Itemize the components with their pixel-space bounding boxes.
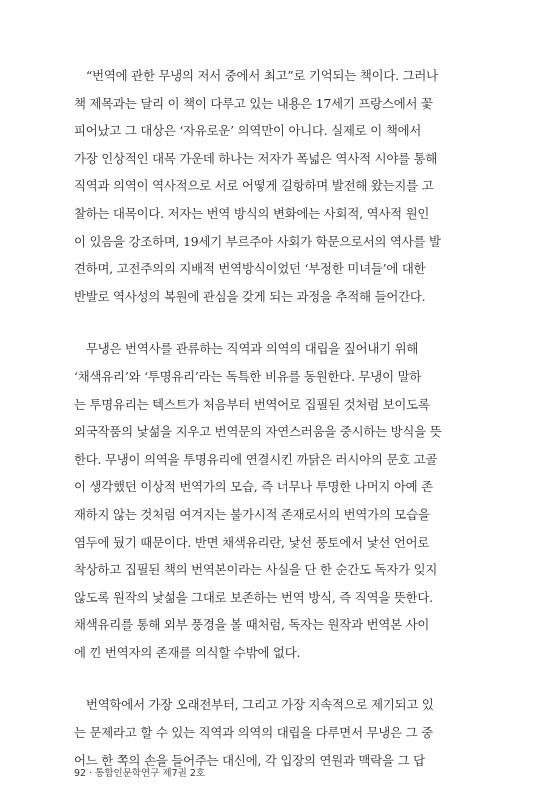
text-line: 외국작품의 낯섦을 지우고 번역문의 자연스러움을 중시하는 방식을 뜻 [74, 424, 442, 440]
page-footer: 92 · 통합인문학연구 제7권 2호 [74, 768, 206, 779]
text-line: 않도록 원작의 낯섦을 그대로 보존하는 번역 방식, 즉 직역을 뜻한다. [74, 589, 433, 605]
text-line: 착상하고 집필된 책의 번역본이라는 사실을 단 한 순간도 독자가 잊지 [74, 562, 438, 578]
paragraph-3 [74, 691, 466, 774]
text-line: 이 생각했던 이상적 번역가의 모습, 즉 너무나 투명한 나머지 아예 존 [74, 479, 433, 495]
text-line: 피어났고 그 대상은 ‘자유로운’ 의역만이 아니다. 실제로 이 책에서 [74, 123, 422, 139]
text-line: “번역에 관한 무냉의 저서 중에서 최고”로 기억되는 책이다. 그러나 [86, 68, 438, 83]
text-line: ‘채색유리’와 ‘투명유리’라는 독특한 비유를 동원한다. 무냉이 말하 [74, 368, 422, 384]
text-line: 이 있음을 강조하며, 19세기 부르주아 사회가 학문으로서의 역사를 발 [74, 233, 441, 249]
paragraph-1 [74, 62, 466, 310]
text-line: 재하지 않는 것처럼 여겨지는 불가시적 존재로서의 번역가의 모습을 [74, 506, 430, 522]
text-line: 한다. 무냉이 의역을 투명유리에 연결시킨 까닭은 러시아의 문호 고골 [74, 451, 438, 467]
text-line: 무냉은 번역사를 관류하는 직역과 의역의 대립을 짚어내기 위해 [86, 341, 419, 357]
text-line: 직역과 의역이 역사적으로 서로 어떻게 길항하며 발전해 왔는지를 고 [74, 178, 434, 194]
text-line: 는 문제라고 할 수 있는 직역과 의역의 대립을 다루면서 무냉은 그 중 [74, 725, 433, 741]
paragraph-gap [74, 310, 466, 335]
text-line: 책 제목과는 달리 이 책이 다루고 있는 내용은 17세기 프랑스에서 꽃 [74, 95, 433, 111]
document-body [74, 62, 466, 774]
text-line: 가장 인상적인 대목 가운데 하나는 저자가 폭넓은 역사적 시야를 통해 [74, 150, 438, 166]
text-line: 견하며, 고전주의의 지배적 번역방식이었던 ‘부정한 미녀들’에 대한 [74, 261, 426, 277]
text-line: 염두에 뒀기 때문이다. 반면 채색유리란, 낯선 풍토에서 낯선 언어로 [74, 534, 430, 550]
text-line: 는 투명유리는 텍스트가 처음부터 번역어로 집필된 것처럼 보이도록 [74, 396, 430, 412]
text-line: 번역학에서 가장 오래전부터, 그리고 가장 지속적으로 제기되고 있 [86, 697, 434, 713]
text-line: 어느 한 쪽의 손을 들어주는 대신에, 각 입장의 연원과 맥락을 그 답 [74, 752, 425, 768]
paragraph-gap [74, 666, 466, 691]
text-line: 찰하는 대목이다. 저자는 번역 방식의 변화에는 사회적, 역사적 원인 [74, 205, 430, 221]
paragraph-2 [74, 335, 466, 666]
text-line: 채색유리를 통해 외부 풍경을 볼 때처럼, 독자는 원작과 번역본 사이 [74, 617, 430, 633]
text-line: 반발로 역사성의 복원에 관심을 갖게 되는 과정을 추적해 들어간다. [74, 288, 426, 304]
text-line: 에 낀 번역자의 존재를 의식할 수밖에 없다. [74, 644, 301, 660]
